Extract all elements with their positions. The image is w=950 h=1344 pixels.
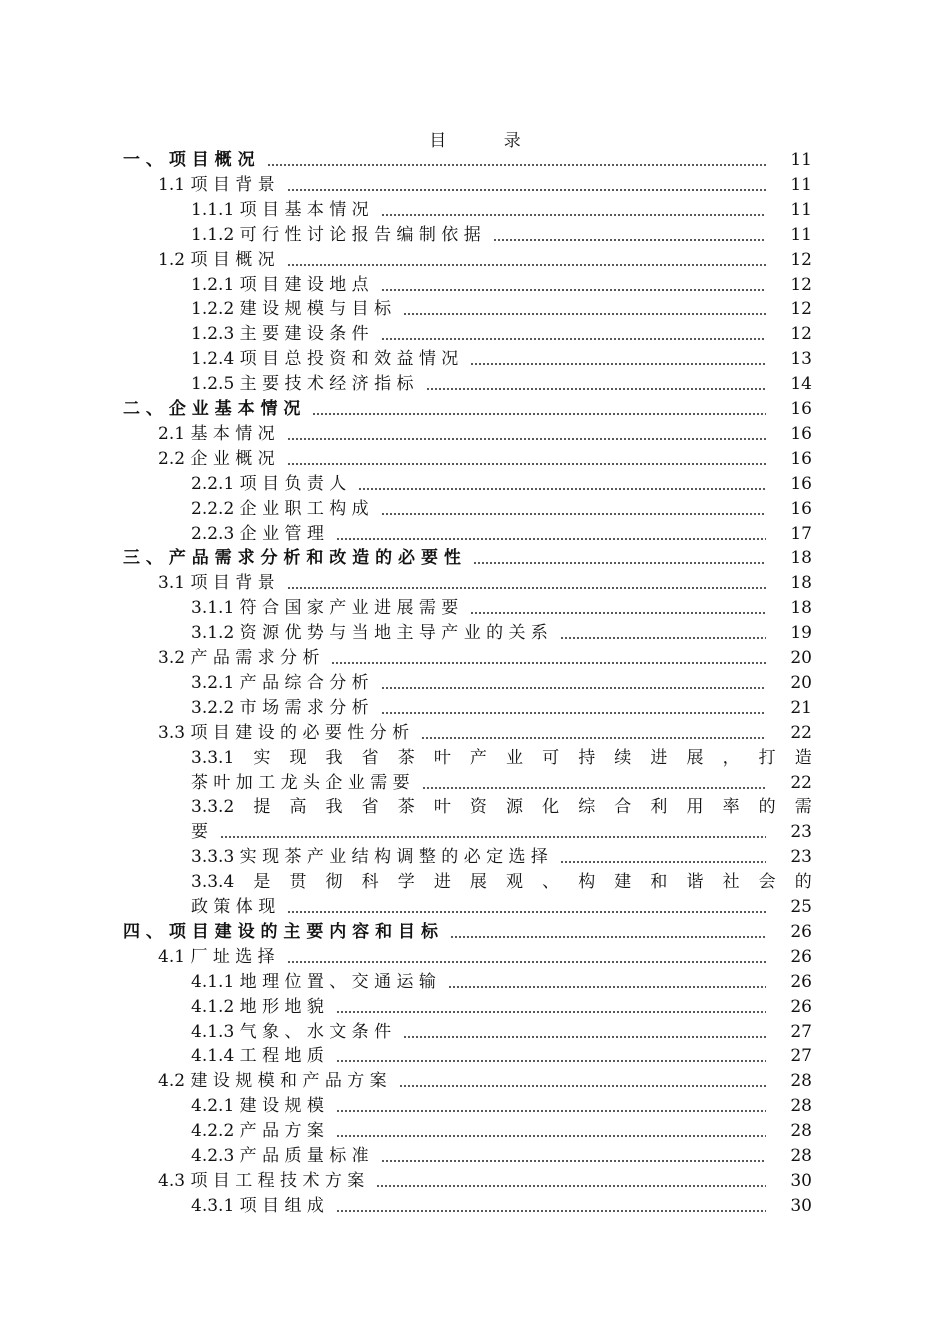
toc-entry-title: 2.2 企 业 概 况 <box>158 448 275 469</box>
dot-leader <box>287 911 766 913</box>
toc-entry-title: 1.2.5 主 要 技 术 经 济 指 标 <box>191 374 414 395</box>
toc-page-number: 16 <box>790 399 812 419</box>
toc-entry-word: 会 <box>758 872 776 893</box>
toc-entry-title: 3.1 项 目 背 景 <box>158 573 275 594</box>
toc-page-number: 12 <box>790 274 812 295</box>
toc-entry-word: 3.3.1 <box>191 747 235 768</box>
toc-page-number: 28 <box>790 1121 812 1142</box>
toc-page-number: 30 <box>790 1195 812 1216</box>
toc-page-number: 17 <box>790 523 812 544</box>
toc-entry-title: 1.1.1 项 目 基 本 情 况 <box>191 199 369 220</box>
dot-leader <box>381 338 766 340</box>
toc-entry-word: 的 <box>758 797 776 818</box>
toc-entry-word: 彻 <box>325 872 343 893</box>
toc-entry-title: 3.2.1 产 品 综 合 分 析 <box>191 672 369 693</box>
toc-entry-word: 和 <box>650 872 668 893</box>
toc-page-number: 12 <box>790 299 812 320</box>
dot-leader <box>336 1110 766 1112</box>
toc-entry-word: 利 <box>650 797 668 818</box>
toc-entry-word: 用 <box>686 797 704 818</box>
toc-entry-title: 1.2.3 主 要 建 设 条 件 <box>191 324 369 345</box>
toc-entry-word: 进 <box>433 872 451 893</box>
toc-entry-word: 现 <box>289 747 307 768</box>
toc-entry[interactable] <box>191 596 812 620</box>
toc-entry[interactable] <box>191 1119 812 1143</box>
toc-page-number: 21 <box>790 697 812 718</box>
dot-leader <box>331 662 766 664</box>
toc-entry-title: 1.2.2 建 设 规 模 与 目 标 <box>191 299 392 320</box>
toc-page-number: 11 <box>790 174 812 195</box>
toc-entry-word: 合 <box>614 797 632 818</box>
toc-entry-title: 四 、 项 目 建 设 的 主 要 内 容 和 目 标 <box>123 921 438 942</box>
toc-entry-title: 2.2.1 项 目 负 责 人 <box>191 473 347 494</box>
toc-entry[interactable] <box>191 995 812 1019</box>
dot-leader <box>287 463 766 465</box>
toc-entry-word: 我 <box>325 797 343 818</box>
toc-page-number: 13 <box>790 349 812 370</box>
toc-entry-title: 4.2.2 产 品 方 案 <box>191 1121 324 1142</box>
toc-entry[interactable] <box>191 522 812 546</box>
toc-entry[interactable] <box>191 1044 812 1068</box>
toc-page-number: 14 <box>790 374 812 395</box>
toc-entry-word: 产 <box>469 747 487 768</box>
dot-leader <box>287 961 766 963</box>
dot-leader <box>381 214 766 216</box>
toc-entry[interactable] <box>191 1020 812 1044</box>
toc-entry-word: 展 <box>686 747 704 768</box>
toc-entry[interactable] <box>191 372 812 396</box>
toc-entry-word: 化 <box>542 797 560 818</box>
dot-leader <box>287 438 766 440</box>
toc-entry[interactable] <box>158 422 812 446</box>
toc-entry-word: 建 <box>614 872 632 893</box>
dot-leader <box>470 363 766 365</box>
toc-entry-word: 观 <box>506 872 524 893</box>
toc-page-number: 22 <box>790 772 812 793</box>
toc-page-number: 18 <box>790 598 812 619</box>
dot-leader <box>422 787 766 789</box>
toc-entry-word: 提 <box>253 797 271 818</box>
dot-leader <box>267 164 766 166</box>
toc-entry-word: 、 <box>542 872 560 893</box>
toc-entry-word: 的 <box>794 872 812 893</box>
dot-leader <box>220 836 766 838</box>
dot-leader <box>473 562 766 564</box>
toc-entry[interactable] <box>191 497 812 521</box>
toc-entry-title: 三 、 产 品 需 求 分 析 和 改 造 的 必 要 性 <box>123 548 461 569</box>
toc-entry[interactable] <box>158 1069 812 1093</box>
dot-leader <box>470 612 766 614</box>
toc-entry[interactable] <box>123 397 812 421</box>
toc-entry-word: 科 <box>361 872 379 893</box>
dot-leader <box>493 239 766 241</box>
dot-leader <box>287 189 766 191</box>
toc-entry-word: 叶 <box>433 797 451 818</box>
toc-page-number: 16 <box>790 498 812 519</box>
dot-leader <box>287 264 766 266</box>
toc-entry-word: 可 <box>542 747 560 768</box>
toc-entry-title: 1.2.1 项 目 建 设 地 点 <box>191 274 369 295</box>
toc-page-number: 11 <box>790 199 812 220</box>
dot-leader <box>312 413 766 415</box>
dot-leader <box>381 687 766 689</box>
toc-page-number: 28 <box>790 1146 812 1166</box>
toc-entry[interactable] <box>191 1144 812 1168</box>
dot-leader <box>381 1160 766 1162</box>
dot-leader <box>560 861 766 863</box>
toc-entry-word: 是 <box>253 872 271 893</box>
toc-page-number: 26 <box>790 996 812 1017</box>
toc-entry-line-wrapped[interactable] <box>191 795 812 819</box>
toc-entry-word: 展 <box>469 872 487 893</box>
toc-entry-title: 茶 叶 加 工 龙 头 企 业 需 要 <box>191 772 410 793</box>
toc-entry-title: 4.1.1 地 理 位 置 、 交 通 运 输 <box>191 971 436 992</box>
toc-entry-word: 学 <box>397 872 415 893</box>
toc-page-number: 28 <box>790 1096 812 1117</box>
toc-entry-word: ， <box>722 747 740 768</box>
toc-entry-title: 2.1 基 本 情 况 <box>158 423 275 444</box>
toc-page-number: 28 <box>790 1071 812 1092</box>
toc-entry-word: 进 <box>650 747 668 768</box>
toc-page-number: 27 <box>790 1046 812 1067</box>
toc-entry-title: 1.2.4 项 目 总 投 资 和 效 益 情 况 <box>191 349 459 370</box>
toc-page-number: 27 <box>790 1021 812 1042</box>
toc-entry[interactable] <box>191 198 812 222</box>
toc-title: 目 录 <box>429 131 547 151</box>
toc-page-number: 23 <box>790 847 812 868</box>
toc-entry-word: 高 <box>289 797 307 818</box>
toc-entry-word: 叶 <box>433 747 451 768</box>
dot-leader <box>381 712 766 714</box>
toc-entry-word: 实 <box>253 747 271 768</box>
toc-page-number: 16 <box>790 423 812 444</box>
toc-entry-word: 3.3.2 <box>191 797 235 818</box>
toc-entry[interactable] <box>191 771 812 795</box>
toc-entry-word: 持 <box>578 747 596 768</box>
toc-page-number: 22 <box>790 722 812 743</box>
toc-page-number: 26 <box>790 946 812 967</box>
toc-entry-title: 4.2.3 产 品 质 量 标 准 <box>191 1146 369 1166</box>
toc-entry[interactable] <box>158 173 812 197</box>
toc-entry-word: 资 <box>469 797 487 818</box>
toc-page-number: 23 <box>790 822 812 843</box>
toc-entry-title: 二 、 企 业 基 本 情 况 <box>123 399 301 419</box>
toc-entry-title: 3.1.1 符 合 国 家 产 业 进 展 需 要 <box>191 598 459 619</box>
toc-entry-word: 造 <box>794 747 812 768</box>
toc-entry-word: 谐 <box>686 872 704 893</box>
toc-entry-title: 3.3.3 实 现 茶 产 业 结 构 调 整 的 必 定 选 择 <box>191 847 548 868</box>
dot-leader <box>403 1036 766 1038</box>
toc-entry-title: 政 策 体 现 <box>191 897 276 917</box>
toc-entry[interactable] <box>191 472 812 496</box>
toc-page-number: 18 <box>790 573 812 594</box>
toc-entry-title: 要 <box>191 822 208 843</box>
toc-entry-word: 茶 <box>397 797 415 818</box>
toc-page-number: 19 <box>790 623 812 644</box>
toc-entry[interactable] <box>191 273 812 297</box>
dot-leader <box>560 637 766 639</box>
dot-leader <box>426 388 767 390</box>
toc-entry-title: 一 、 项 目 概 况 <box>123 150 255 170</box>
toc-entry-title: 4.1.2 地 形 地 貌 <box>191 996 324 1017</box>
toc-entry-word: 率 <box>722 797 740 818</box>
toc-entry-title: 2.2.2 企 业 职 工 构 成 <box>191 498 369 519</box>
toc-entry-title: 3.1.2 资 源 优 势 与 当 地 主 导 产 业 的 关 系 <box>191 623 548 644</box>
toc-entry-title: 3.2 产 品 需 求 分 析 <box>158 648 320 668</box>
toc-entry[interactable] <box>191 322 812 346</box>
toc-entry-word: 贯 <box>289 872 307 893</box>
toc-entry-word: 综 <box>578 797 596 818</box>
toc-entry[interactable] <box>191 845 812 869</box>
dot-leader <box>448 986 766 988</box>
toc-page-number: 20 <box>790 672 812 693</box>
toc-entry[interactable] <box>191 223 812 247</box>
toc-entry-title: 1.1.2 可 行 性 讨 论 报 告 编 制 依 据 <box>191 224 481 245</box>
toc-entry-word: 我 <box>325 747 343 768</box>
toc-page-number: 25 <box>790 897 812 917</box>
dot-leader <box>336 1060 766 1062</box>
toc-entry[interactable] <box>158 447 812 471</box>
dot-leader <box>421 737 766 739</box>
toc-entry[interactable] <box>191 347 812 371</box>
toc-entry[interactable] <box>191 621 812 645</box>
toc-entry-title: 4.1.4 工 程 地 质 <box>191 1046 324 1067</box>
dot-leader <box>336 1135 766 1137</box>
toc-page-number: 12 <box>790 249 812 270</box>
toc-page-number: 26 <box>790 971 812 992</box>
toc-entry-title: 3.3 项 目 建 设 的 必 要 性 分 析 <box>158 722 410 743</box>
toc-page-number: 16 <box>790 448 812 469</box>
toc-entry[interactable] <box>158 1169 812 1193</box>
dot-leader <box>381 513 766 515</box>
toc-entry-word: 打 <box>758 747 776 768</box>
toc-entry-title: 4.3.1 项 目 组 成 <box>191 1195 324 1216</box>
toc-entry-title: 4.3 项 目 工 程 技 术 方 案 <box>158 1170 365 1191</box>
toc-page-number: 11 <box>790 224 812 245</box>
dot-leader <box>287 587 766 589</box>
toc-entry[interactable] <box>158 945 812 969</box>
toc-entry-title: 4.2 建 设 规 模 和 产 品 方 案 <box>158 1071 387 1092</box>
toc-page-number: 20 <box>790 648 812 668</box>
toc-entry[interactable] <box>191 696 812 720</box>
toc-page-number: 12 <box>790 324 812 345</box>
toc-entry-title: 4.1.3 气 象 、 水 文 条 件 <box>191 1021 392 1042</box>
toc-entry[interactable] <box>191 895 812 919</box>
toc-entry-title: 4.1 厂 址 选 择 <box>158 946 275 967</box>
toc-entry-word: 茶 <box>397 747 415 768</box>
dot-leader <box>399 1085 766 1087</box>
toc-page-number: 11 <box>790 150 812 170</box>
toc-entry[interactable] <box>191 1094 812 1118</box>
toc-entry-word: 业 <box>506 747 524 768</box>
toc-entry-title: 1.1 项 目 背 景 <box>158 174 275 195</box>
toc-entry[interactable] <box>158 571 812 595</box>
dot-leader <box>336 538 766 540</box>
toc-entry[interactable] <box>158 248 812 272</box>
dot-leader <box>450 936 766 938</box>
toc-entry[interactable] <box>191 970 812 994</box>
toc-entry-word: 省 <box>361 797 379 818</box>
toc-entry-title: 4.2.1 建 设 规 模 <box>191 1096 324 1117</box>
toc-entry-title: 3.2.2 市 场 需 求 分 析 <box>191 697 369 718</box>
toc-entry[interactable] <box>123 920 812 944</box>
dot-leader <box>403 313 766 315</box>
toc-entry-title: 2.2.3 企 业 管 理 <box>191 523 324 544</box>
toc-entry[interactable] <box>191 820 812 844</box>
dot-leader <box>381 289 766 291</box>
toc-entry-word: 构 <box>578 872 596 893</box>
toc-page-number: 26 <box>790 921 812 942</box>
toc-entry[interactable] <box>123 148 812 172</box>
toc-entry-word: 省 <box>361 747 379 768</box>
toc-entry[interactable] <box>158 721 812 745</box>
toc-page-number: 30 <box>790 1170 812 1191</box>
dot-leader <box>336 1011 766 1013</box>
toc-entry[interactable] <box>123 546 812 570</box>
dot-leader <box>336 1210 766 1212</box>
toc-page-number: 18 <box>790 548 812 569</box>
toc-entry-line-wrapped[interactable] <box>191 746 812 770</box>
toc-entry-word: 源 <box>506 797 524 818</box>
toc-entry-word: 需 <box>794 797 812 818</box>
toc-entry[interactable] <box>158 646 812 670</box>
toc-entry[interactable] <box>191 671 812 695</box>
dot-leader <box>376 1185 766 1187</box>
toc-entry-title: 1.2 项 目 概 况 <box>158 249 275 270</box>
toc-page-number: 16 <box>790 473 812 494</box>
toc-entry-word: 续 <box>614 747 632 768</box>
toc-entry-line-wrapped[interactable] <box>191 870 812 894</box>
toc-entry[interactable] <box>191 1194 812 1218</box>
toc-entry[interactable] <box>191 297 812 321</box>
toc-entry-word: 3.3.4 <box>191 872 235 893</box>
dot-leader <box>358 488 766 490</box>
toc-entry-word: 社 <box>722 872 740 893</box>
